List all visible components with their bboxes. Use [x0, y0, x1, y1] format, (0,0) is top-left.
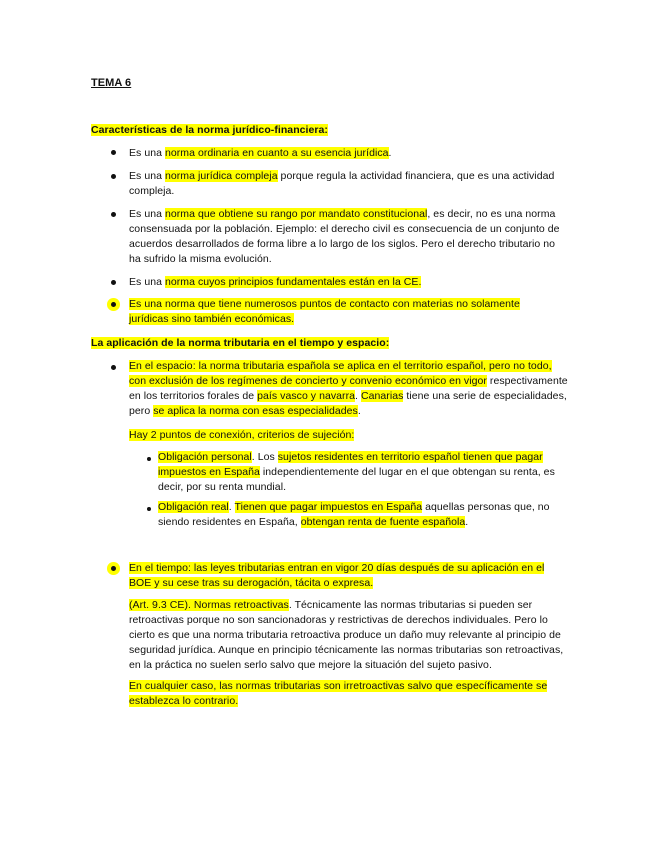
- list-item: Es una norma que obtiene su rango por mandato constitucional, es decir, no es una norma consensuada por la población. Ejemplo: el derecho civil es consecuencia de un conjunto de acuerdos desarrollados de forma libre a lo largo de los siglos. Pero el derecho tributario no ha sufrido la misma evolución.: [129, 208, 560, 265]
- list-item-tiempo: En el tiempo: las leyes tributarias entran en vigor 20 días después de su aplicación en el BOE y su cese tras su derogación, tácita o expresa.: [129, 562, 545, 589]
- bullet-icon: [147, 507, 151, 511]
- list-item-espacio: En el espacio: la norma tributaria española se aplica en el territorio español, pero no todo, con exclusión de los regímenes de concierto y convenio económico en vigor respectivamente en los territorios forales de país vasco y navarra. Canarias tiene una serie de especialidades, pero se aplica la norma con esas especialidades.: [129, 360, 568, 417]
- page-title: TEMA 6: [91, 77, 132, 89]
- section-heading-aplicacion: La aplicación de la norma tributaria en el tiempo y espacio:: [91, 337, 390, 349]
- bullet-icon: [111, 280, 116, 285]
- bullet-icon: [111, 212, 116, 217]
- list-item: Es una norma que tiene numerosos puntos de contacto con materias no solamente jurídicas sino también económicas.: [129, 298, 520, 325]
- paragraph-conclusion: En cualquier caso, las normas tributarias son irretroactivas salvo que específicamente se establezca lo contrario.: [129, 680, 548, 707]
- paragraph-puntos: Hay 2 puntos de conexión, criterios de sujeción:: [129, 429, 355, 441]
- list-item-obligacion-real: Obligación real. Tienen que pagar impuestos en España aquellas personas que, no siendo residentes en España, obtengan renta de fuente española.: [158, 501, 550, 528]
- bullet-icon: [111, 302, 116, 307]
- bullet-icon: [111, 566, 116, 571]
- list-item: Es una norma jurídica compleja porque regula la actividad financiera, que es una actividad compleja.: [129, 170, 555, 197]
- bullet-icon: [111, 174, 116, 179]
- section-heading-caracteristicas: Características de la norma jurídico-financiera:: [91, 124, 328, 136]
- bullet-icon: [147, 457, 151, 461]
- paragraph-retroactivas: (Art. 9.3 CE). Normas retroactivas. Técnicamente las normas tributarias si pueden ser retroactivas porque no son sancionadoras y restrictivas de derechos individuales. Pero lo cierto es que una norma tributaria retroactiva produce un daño muy relevante al principio de seguridad jurídica. Aunque en principio técnicamente las normas tributarias son retroactivas, en la práctica no suelen serlo salvo que mejore la situación del sujeto pasivo.: [129, 599, 564, 671]
- list-item-obligacion-personal: Obligación personal. Los sujetos residentes en territorio español tienen que pagar impuestos en España independientemente del lugar en el que obtengan su renta, es decir, por su renta mundial.: [158, 451, 555, 493]
- bullet-icon: [111, 365, 116, 370]
- list-item: Es una norma cuyos principios fundamentales están en la CE.: [129, 276, 422, 288]
- list-item: Es una norma ordinaria en cuanto a su esencia jurídica.: [129, 147, 392, 159]
- bullet-icon: [111, 150, 116, 155]
